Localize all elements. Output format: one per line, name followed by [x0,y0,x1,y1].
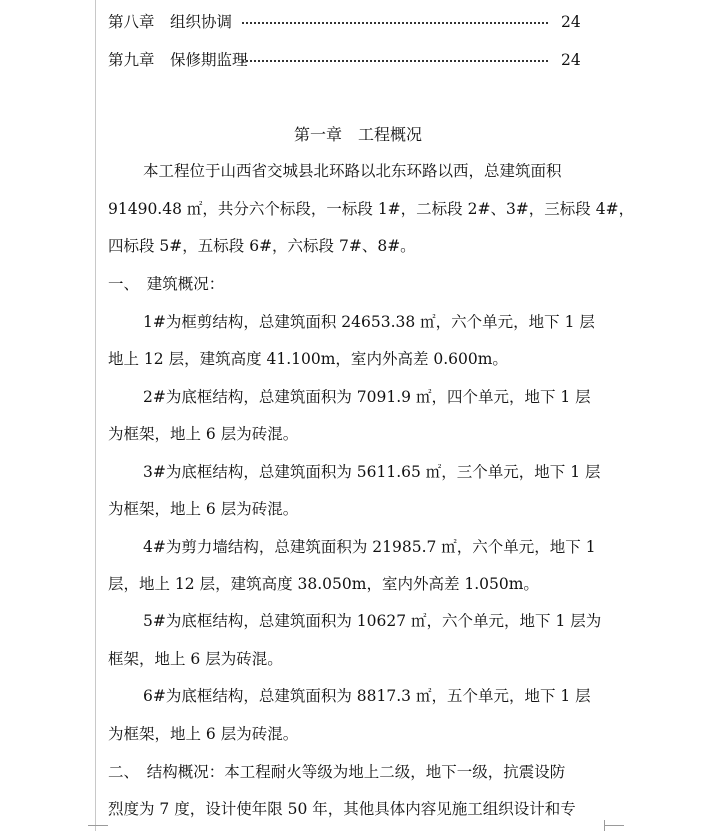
body-line: 地上 12 层，建筑高度 41.100m，室内外高差 0.600m。 [108,350,508,368]
corner-mark-bottom-right [604,825,624,826]
toc-leader-dots [242,60,548,62]
toc-entry-page: 24 [561,13,581,31]
toc-entry[interactable] [108,10,588,34]
body-line: 为框架，地上 6 层为砖混。 [108,425,299,443]
body-line: 6#为底框结构，总建筑面积为 8817.3 ㎡，五个单元，地下 1 层 [143,687,591,705]
body-line: 1#为框剪结构，总建筑面积 24653.38 ㎡，六个单元，地下 1 层 [143,313,595,331]
toc-leader-dots [242,22,548,24]
corner-mark-bottom-right-vertical [604,820,605,831]
chapter-title: 第一章 工程概况 [293,125,422,144]
section-heading: 一、 建筑概况： [108,275,225,293]
body-line: 层，地上 12 层，建筑高度 38.050m，室内外高差 1.050m。 [108,575,539,593]
corner-mark-bottom-left [88,825,108,826]
section-heading: 二、 结构概况：本工程耐火等级为地上二级，地下一级，抗震设防 [108,763,566,781]
body-line: 框架，地上 6 层为砖混。 [108,650,283,668]
body-line: 3#为底框结构，总建筑面积为 5611.65 ㎡，三个单元，地下 1 层 [143,463,601,481]
body-line: 本工程位于山西省交城县北环路以北东环路以西，总建筑面积 [143,162,562,180]
toc-entry-title: 第八章 组织协调 [108,13,233,31]
body-line: 91490.48 ㎡，共分六个标段，一标段 1#，二标段 2#、3#，三标段 4#， [108,200,635,218]
body-line: 4#为剪力墙结构，总建筑面积为 21985.7 ㎡，六个单元，地下 1 [143,538,596,556]
body-line: 为框架，地上 6 层为砖混。 [108,725,299,743]
body-line: 5#为底框结构，总建筑面积为 10627 ㎡，六个单元，地下 1 层为 [143,612,602,630]
toc-entry-title: 第九章 保修期监理 [108,51,248,69]
body-line: 烈度为 7 度，设计使年限 50 年，其他具体内容见施工组织设计和专 [108,800,576,818]
toc-entry-page: 24 [561,51,581,69]
body-line: 2#为底框结构，总建筑面积为 7091.9 ㎡，四个单元，地下 1 层 [143,388,591,406]
toc-entry[interactable] [108,48,588,72]
body-line: 为框架，地上 6 层为砖混。 [108,500,299,518]
body-line: 四标段 5#，五标段 6#，六标段 7#、8#。 [108,237,416,255]
